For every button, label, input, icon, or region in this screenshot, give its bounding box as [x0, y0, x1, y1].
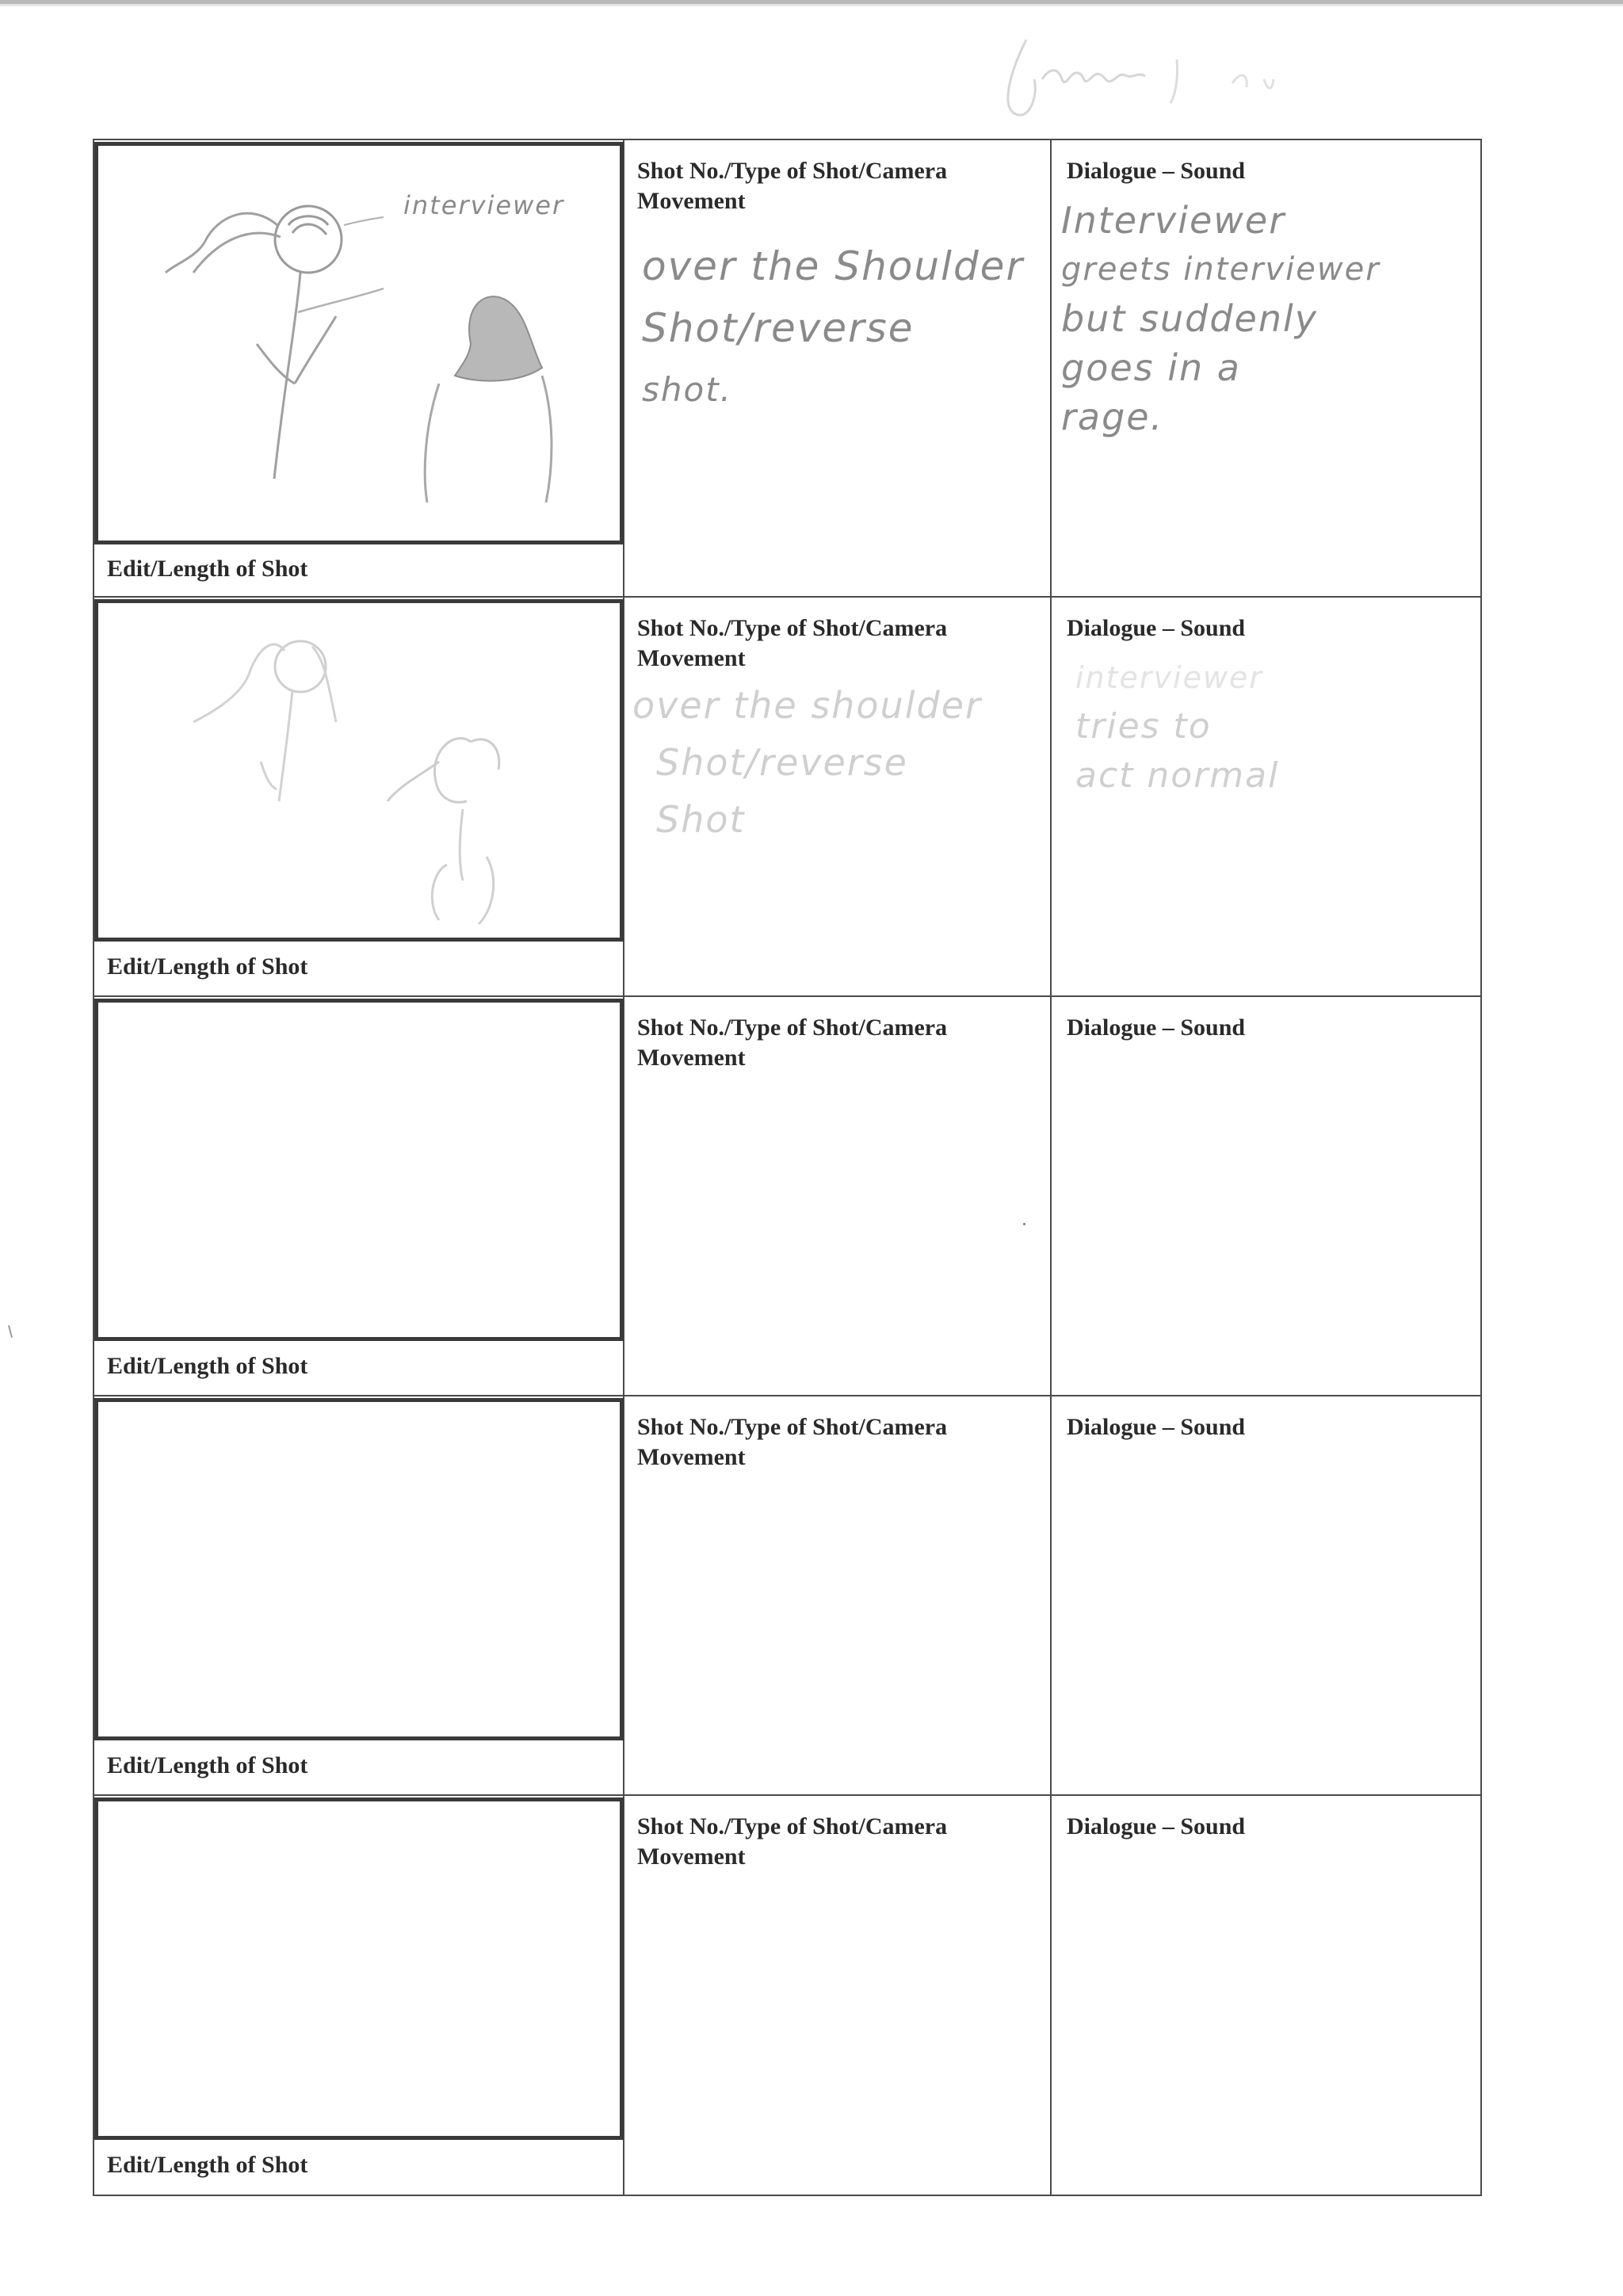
shot-type-label-line-2: Movement	[637, 645, 746, 671]
shot-type-label	[637, 156, 1033, 216]
edit-length-label: Edit/Length of Shot	[107, 556, 308, 582]
dialogue-label: Dialogue – Sound	[1067, 158, 1246, 184]
frame-column	[94, 598, 624, 995]
dialogue-label: Dialogue – Sound	[1067, 1813, 1246, 1839]
signature	[995, 24, 1359, 127]
edit-length-label: Edit/Length of Shot	[107, 953, 308, 980]
edit-length-label: Edit/Length of Shot	[107, 2152, 308, 2178]
dialogue-note-line: greets interviewer	[1061, 251, 1381, 288]
dialogue-cell	[1052, 140, 1480, 596]
shot-type-label	[637, 1812, 1033, 1872]
margin-mark	[8, 1325, 13, 1338]
frame-column	[94, 1796, 624, 2196]
edit-length-label: Edit/Length of Shot	[107, 1353, 308, 1379]
dialogue-note-line: goes in a	[1061, 346, 1241, 389]
shot-note-line: Shot	[656, 798, 746, 841]
sketch-drawing	[98, 603, 620, 938]
shot-type-label-line-2: Movement	[637, 1045, 746, 1071]
shot-type-label-line-1: Shot No./Type of Shot/Camera	[637, 158, 948, 184]
dialogue-cell	[1052, 997, 1480, 1395]
frame-column	[94, 140, 624, 596]
dialogue-cell	[1052, 1796, 1480, 2196]
stray-dot	[1023, 1223, 1025, 1225]
shot-type-cell	[624, 598, 1052, 995]
shot-note-line: shot.	[642, 370, 733, 409]
shot-type-label-line-2: Movement	[637, 1444, 746, 1470]
storyboard-grid	[93, 139, 1482, 2196]
shot-note	[632, 677, 982, 848]
sketch-frame	[94, 999, 624, 1341]
dialogue-label: Dialogue – Sound	[1067, 1414, 1246, 1440]
sketch-frame	[94, 599, 624, 942]
sketch-frame	[94, 1398, 624, 1740]
shot-type-cell	[624, 997, 1052, 1395]
dialogue-note-line: but suddenly	[1061, 297, 1318, 340]
dialogue-label: Dialogue – Sound	[1067, 1014, 1246, 1041]
dialogue-note-line: Interviewer	[1061, 199, 1286, 242]
storyboard-row-5	[94, 1796, 1480, 2196]
shot-type-label	[637, 1013, 1033, 1073]
sketch-frame	[94, 1797, 624, 2140]
shot-note-line: Shot/reverse	[656, 741, 908, 784]
shot-type-label	[637, 1412, 1033, 1473]
sketch-caption: interviewer	[403, 190, 565, 220]
shot-type-label-line-1: Shot No./Type of Shot/Camera	[637, 1014, 948, 1041]
scan-top-edge-shadow	[0, 4, 1623, 6]
shot-type-cell	[624, 140, 1052, 596]
storyboard-row-4	[94, 1396, 1480, 1796]
frame-column	[94, 1396, 624, 1794]
sketch-frame	[94, 142, 624, 544]
storyboard-row-2	[94, 598, 1480, 997]
shot-type-label	[637, 613, 1033, 674]
shot-type-label-line-1: Shot No./Type of Shot/Camera	[637, 1813, 948, 1839]
shot-type-label-line-1: Shot No./Type of Shot/Camera	[637, 1414, 948, 1440]
dialogue-note-line: rage.	[1061, 395, 1164, 438]
shot-note	[642, 235, 1024, 421]
shot-note-line: over the Shoulder	[642, 243, 1024, 289]
dialogue-note-line: tries to	[1075, 706, 1212, 747]
shot-type-cell	[624, 1796, 1052, 2196]
dialogue-cell	[1052, 1396, 1480, 1794]
storyboard-row-1	[94, 140, 1480, 598]
dialogue-note	[1061, 196, 1381, 441]
dialogue-note-line: interviewer	[1075, 660, 1264, 695]
shot-note-line: Shot/reverse	[642, 305, 915, 351]
shot-type-cell	[624, 1396, 1052, 1794]
dialogue-cell	[1052, 598, 1480, 995]
frame-column	[94, 997, 624, 1395]
shot-note-line: over the shoulder	[632, 684, 982, 727]
shot-type-label-line-2: Movement	[637, 188, 746, 214]
dialogue-note	[1075, 653, 1279, 800]
shot-type-label-line-2: Movement	[637, 1843, 746, 1870]
shot-type-label-line-1: Shot No./Type of Shot/Camera	[637, 615, 948, 641]
dialogue-label: Dialogue – Sound	[1067, 615, 1246, 641]
edit-length-label: Edit/Length of Shot	[107, 1752, 308, 1778]
dialogue-note-line: act normal	[1075, 755, 1280, 796]
storyboard-row-3	[94, 997, 1480, 1396]
